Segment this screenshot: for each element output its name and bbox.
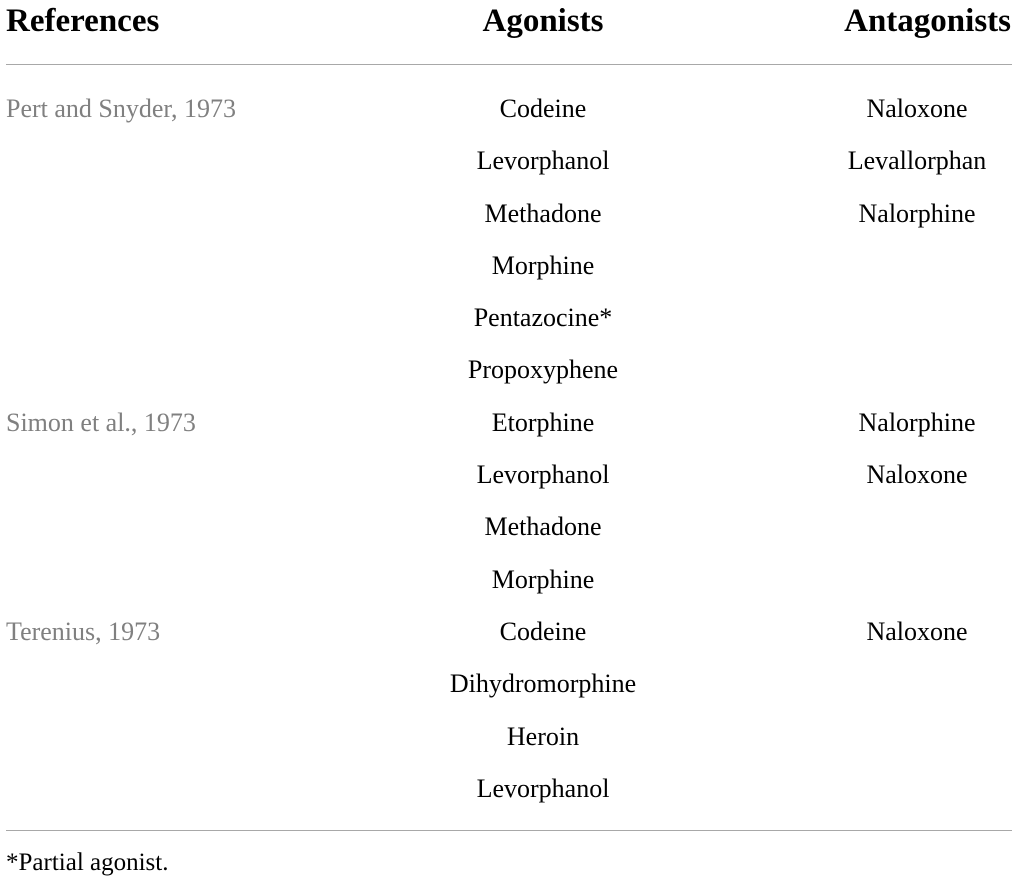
table-row: [0, 83, 1017, 135]
table-row: [0, 135, 1017, 187]
table-row: [0, 711, 1017, 763]
agonist-cell: Levorphanol: [476, 773, 610, 803]
agonist-cell: Pentazocine*: [473, 303, 613, 333]
agonist-cell: Heroin: [506, 721, 580, 751]
agonist-cell: Levorphanol: [476, 146, 610, 176]
antagonist-cell: Nalorphine: [858, 198, 976, 228]
agonist-cell: Codeine: [499, 616, 587, 646]
table-row: [0, 763, 1017, 815]
antagonist-cell: Levallorphan: [847, 146, 987, 176]
agonist-cell: Dihydromorphine: [449, 669, 637, 699]
table-row: [0, 501, 1017, 553]
agonist-cell: Levorphanol: [476, 460, 610, 490]
table-row: [0, 240, 1017, 292]
agonist-cell: Methadone: [484, 198, 602, 228]
antagonist-cell: Nalorphine: [858, 407, 976, 437]
antagonist-cell: Naloxone: [866, 94, 968, 123]
table-row: [0, 606, 1017, 658]
antagonist-cell: Naloxone: [866, 616, 968, 646]
table-row: [0, 188, 1017, 240]
agonist-cell: Propoxyphene: [467, 355, 619, 385]
agonist-cell: Methadone: [484, 512, 602, 542]
agonist-cell: Etorphine: [491, 407, 595, 437]
agonist-cell: Codeine: [499, 94, 587, 123]
header-antagonists: Antagonists: [844, 3, 1011, 39]
table-footnote: *Partial agonist.: [6, 849, 169, 876]
table-row: [0, 397, 1017, 449]
antagonist-cell: Naloxone: [866, 460, 968, 490]
table-row: [0, 344, 1017, 396]
reference-cell: Pert and Snyder, 1973: [6, 94, 237, 123]
table-row: [0, 449, 1017, 501]
header-references: References: [6, 3, 160, 39]
footer-divider: [6, 830, 1012, 831]
header-agonists: Agonists: [482, 3, 604, 39]
header-divider: [6, 64, 1012, 65]
table-row: [0, 658, 1017, 710]
reference-cell: Simon et al., 1973: [6, 407, 196, 437]
reference-cell: Terenius, 1973: [6, 616, 161, 646]
table-row: [0, 554, 1017, 606]
table-body: [0, 83, 1017, 815]
agonist-cell: Morphine: [491, 564, 595, 594]
agonist-cell: Morphine: [491, 250, 595, 280]
table-row: [0, 292, 1017, 344]
table-header-row: [0, 0, 1017, 64]
